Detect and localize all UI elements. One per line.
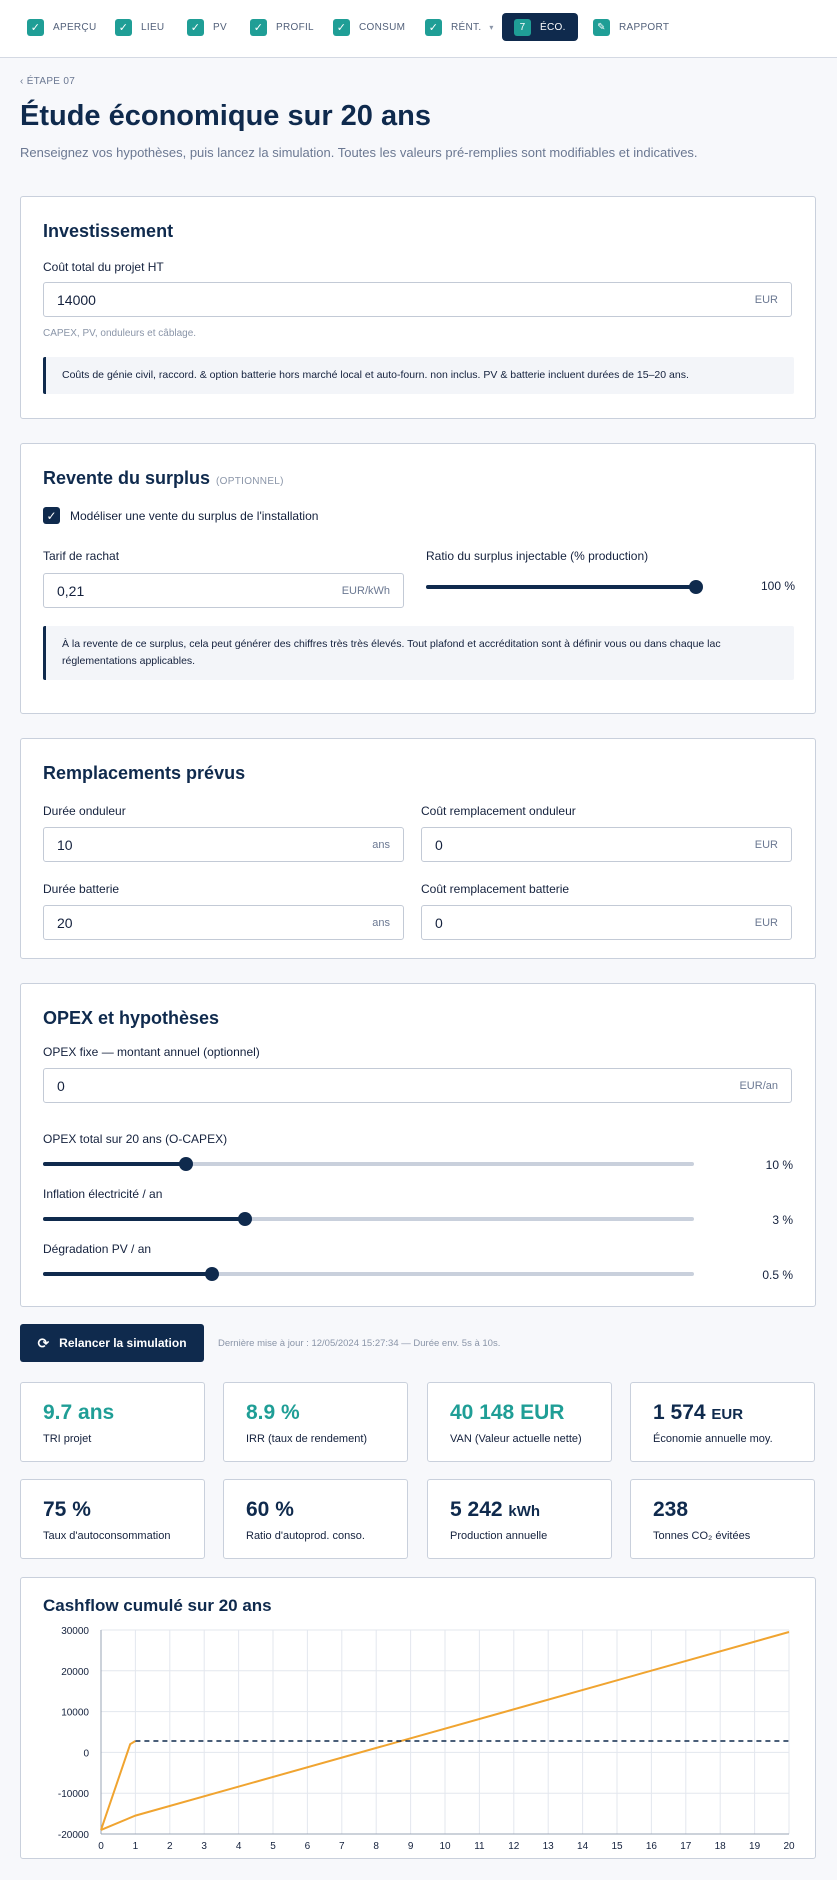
kpi-van — [427, 1382, 612, 1462]
cashflow-chart-card — [20, 1577, 816, 1859]
tariff-value: 0,21 — [57, 582, 85, 599]
kpi-savings — [630, 1382, 815, 1462]
investment-note: Coûts de génie civil, raccord. & option batterie hors marché local et auto-fourn. non inclus. PV & batterie incluent durées de 15–20 ans. — [43, 357, 794, 394]
page-title: Étude économique sur 20 ans — [20, 100, 431, 132]
degradation-slider[interactable] — [43, 1267, 694, 1281]
x-tick-label: 14 — [577, 1841, 589, 1852]
check-icon: ✓ — [250, 19, 267, 36]
battery-life-field[interactable] — [43, 905, 404, 940]
sell-surplus-checkbox[interactable]: ✓ — [43, 507, 60, 524]
x-tick-label: 18 — [714, 1841, 726, 1852]
y-tick-label: -20000 — [57, 1830, 89, 1841]
x-tick-label: 16 — [645, 1841, 657, 1852]
kpi-label: IRR (taux de rendement) — [246, 1433, 368, 1445]
kpi-co2 — [630, 1479, 815, 1559]
x-tick-label: 12 — [508, 1841, 520, 1852]
kpi-value: 75 % — [43, 1498, 91, 1521]
check-icon: ✓ — [115, 19, 132, 36]
replacements-title: Remplacements prévus — [43, 763, 246, 783]
check-icon: ✓ — [187, 19, 204, 36]
opex-title: OPEX et hypothèses — [43, 1008, 220, 1028]
kpi-self-production — [223, 1479, 408, 1559]
x-tick-label: 2 — [167, 1841, 173, 1852]
inflation-value: 3 % — [772, 1213, 793, 1227]
slider-fill — [43, 1162, 186, 1166]
inflation-label: Inflation électricité / an — [43, 1187, 163, 1201]
kpi-value: 1 574 EUR — [653, 1401, 744, 1424]
degradation-value: 0.5 % — [762, 1268, 793, 1282]
kpi-label: Ratio d'autoprod. conso. — [246, 1530, 365, 1542]
kpi-label: Économie annuelle moy. — [653, 1433, 773, 1445]
kpi-label: TRI projet — [43, 1433, 92, 1445]
slider-thumb[interactable] — [238, 1212, 252, 1226]
y-tick-label: 30000 — [61, 1626, 89, 1637]
battery-life-label: Durée batterie — [43, 882, 120, 896]
surplus-ratio-slider[interactable] — [426, 580, 696, 594]
project-cost-field[interactable] — [43, 282, 792, 317]
slider-thumb[interactable] — [179, 1157, 193, 1171]
replacements-card — [20, 738, 816, 959]
y-tick-label: 0 — [83, 1748, 89, 1760]
inverter-cost-label: Coût remplacement onduleur — [421, 804, 576, 818]
surplus-note: À la revente de ce surplus, cela peut générer des chiffres très très élevés. Tout plafond et accréditation sont à définir vous ou dans chaque lac réglementations applicables. — [43, 626, 794, 680]
check-icon: ✓ — [333, 19, 350, 36]
step-navigation — [0, 0, 837, 58]
pencil-icon: ✎ — [593, 19, 610, 36]
kpi-label: Production annuelle — [450, 1530, 548, 1542]
last-update-text: Dernière mise à jour : 12/05/2024 15:27:34 — Durée env. 5s à 10s. — [218, 1338, 501, 1349]
slider-fill — [426, 585, 696, 589]
chevron-down-icon: ▾ — [489, 22, 494, 32]
slider-thumb[interactable] — [689, 580, 703, 594]
cashflow-chart — [21, 1578, 817, 1860]
opex-fixed-value: 0 — [57, 1077, 65, 1094]
kpi-tri — [20, 1382, 205, 1462]
battery-life-value: 20 — [57, 914, 73, 931]
step-eco[interactable]: 7 ÉCO. — [502, 13, 578, 41]
inflation-slider[interactable] — [43, 1212, 694, 1226]
y-tick-label: 20000 — [61, 1666, 89, 1678]
step-lieu[interactable]: ✓ LIEU — [115, 13, 164, 41]
kpi-self-consumption — [20, 1479, 205, 1559]
inverter-life-unit: ans — [372, 838, 390, 851]
x-tick-label: 3 — [201, 1841, 207, 1852]
battery-cost-label: Coût remplacement batterie — [421, 882, 570, 896]
kpi-value: 5 242 kWh — [450, 1498, 541, 1521]
x-tick-label: 15 — [611, 1841, 623, 1852]
chart-title: Cashflow cumulé sur 20 ans — [43, 1596, 272, 1615]
step-pv[interactable]: ✓ PV — [187, 13, 227, 41]
investment-card — [20, 196, 816, 419]
x-tick-label: 9 — [407, 1841, 414, 1852]
x-tick-label: 4 — [235, 1841, 242, 1852]
tariff-label: Tarif de rachat — [43, 549, 120, 563]
project-cost-hint: CAPEX, PV, onduleurs et câblage. — [43, 328, 197, 339]
optional-tag: (OPTIONNEL) — [216, 476, 284, 487]
step-apercu[interactable]: ✓ APERÇU — [27, 13, 96, 41]
battery-life-unit: ans — [372, 916, 390, 929]
opex-card — [20, 983, 816, 1307]
slider-fill — [43, 1272, 212, 1276]
check-icon: ✓ — [27, 19, 44, 36]
x-tick-label: 0 — [98, 1841, 104, 1852]
kpi-irr — [223, 1382, 408, 1462]
x-tick-label: 6 — [304, 1841, 311, 1852]
battery-cost-value: 0 — [435, 914, 443, 931]
slider-fill — [43, 1217, 245, 1221]
battery-cost-unit: EUR — [754, 916, 778, 929]
kpi-label: Taux d'autoconsommation — [43, 1530, 171, 1542]
back-step-link[interactable]: ‹ ÉTAPE 07 — [20, 76, 76, 87]
x-tick-label: 10 — [439, 1841, 451, 1852]
opex-fixed-field[interactable] — [43, 1068, 792, 1103]
kpi-value: 8.9 % — [246, 1401, 300, 1424]
step-consum[interactable]: ✓ CONSUM — [333, 13, 405, 41]
inverter-cost-unit: EUR — [754, 838, 778, 851]
surplus-title: Revente du surplus (OPTIONNEL) — [43, 468, 284, 488]
project-cost-unit: EUR — [754, 293, 778, 306]
y-tick-label: -10000 — [57, 1789, 89, 1801]
project-cost-label: Coût total du projet HT — [43, 260, 164, 274]
inverter-life-field[interactable] — [43, 827, 404, 862]
surplus-card — [20, 443, 816, 714]
inverter-cost-value: 0 — [435, 836, 443, 853]
inverter-life-value: 10 — [57, 836, 73, 853]
kpi-value: 238 — [653, 1498, 689, 1521]
project-cost-value: 14000 — [57, 291, 96, 308]
x-tick-label: 1 — [132, 1841, 139, 1852]
tariff-field[interactable] — [43, 573, 404, 608]
y-tick-label: 10000 — [61, 1707, 89, 1719]
rerun-simulation-button[interactable]: ⟳ Relancer la simulation — [20, 1324, 204, 1362]
x-tick-label: 7 — [339, 1841, 345, 1852]
step-rent[interactable]: ✓ RÉNT. ▾ — [425, 13, 494, 41]
x-tick-label: 20 — [783, 1841, 795, 1852]
x-tick-label: 5 — [270, 1841, 276, 1852]
sell-surplus-label: Modéliser une vente du surplus de l'installation — [70, 509, 319, 523]
opex-total-label: OPEX total sur 20 ans (O-CAPEX) — [43, 1132, 228, 1146]
slider-thumb[interactable] — [205, 1267, 219, 1281]
kpi-label: VAN (Valeur actuelle nette) — [450, 1433, 582, 1445]
opex-total-slider[interactable] — [43, 1157, 694, 1171]
x-tick-label: 8 — [373, 1841, 379, 1852]
surplus-ratio-label: Ratio du surplus injectable (% production) — [426, 549, 649, 563]
kpi-value: 9.7 ans — [43, 1401, 115, 1424]
x-tick-label: 19 — [749, 1841, 761, 1852]
tariff-unit: EUR/kWh — [341, 584, 390, 597]
battery-cost-field[interactable] — [421, 905, 792, 940]
x-tick-label: 11 — [474, 1841, 485, 1852]
page-subtitle: Renseignez vos hypothèses, puis lancez la simulation. Toutes les valeurs pré-remplies sont modifiables et indicatives. — [20, 145, 698, 160]
refresh-icon: ⟳ — [37, 1334, 50, 1351]
series-line-1 — [101, 1741, 135, 1830]
inverter-cost-field[interactable] — [421, 827, 792, 862]
kpi-value: 40 148 EUR — [450, 1401, 565, 1424]
opex-fixed-unit: EUR/an — [739, 1079, 778, 1092]
opex-fixed-label: OPEX fixe — montant annuel (optionnel) — [43, 1045, 260, 1059]
surplus-ratio-value: 100 % — [760, 579, 795, 593]
step-rapport[interactable]: ✎ RAPPORT — [593, 13, 669, 41]
check-icon: ✓ — [425, 19, 442, 36]
x-tick-label: 13 — [542, 1841, 554, 1852]
investment-title: Investissement — [43, 221, 174, 241]
kpi-annual-production — [427, 1479, 612, 1559]
step-number: 7 — [514, 19, 531, 36]
degradation-label: Dégradation PV / an — [43, 1242, 152, 1256]
kpi-label: Tonnes CO₂ évitées — [653, 1530, 751, 1542]
step-profil[interactable]: ✓ PROFIL — [250, 13, 314, 41]
kpi-value: 60 % — [246, 1498, 294, 1521]
opex-total-value: 10 % — [765, 1158, 793, 1172]
x-tick-label: 17 — [680, 1841, 692, 1852]
inverter-life-label: Durée onduleur — [43, 804, 126, 818]
